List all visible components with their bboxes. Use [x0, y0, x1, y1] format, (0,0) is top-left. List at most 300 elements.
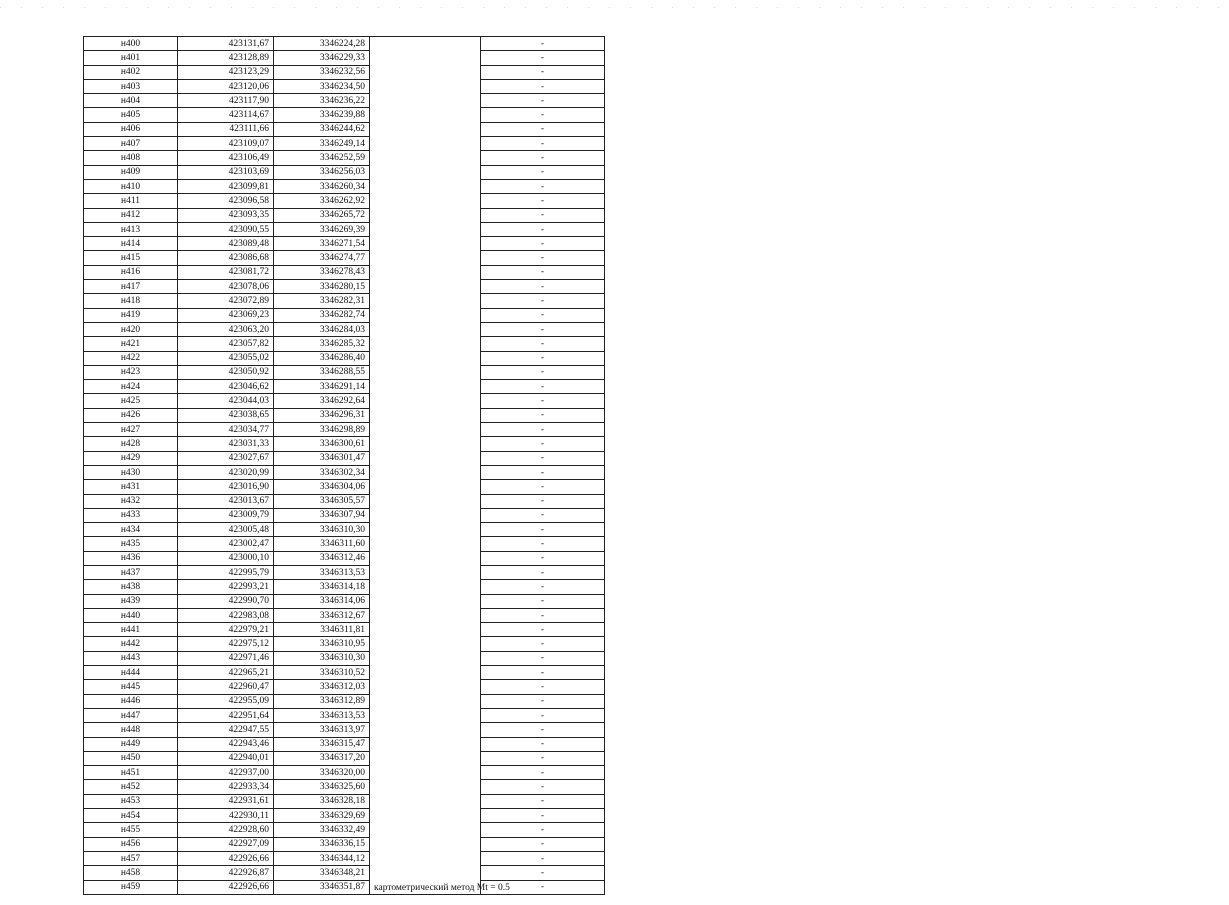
dash-cell: - [481, 809, 605, 823]
point-name-cell: н402 [84, 65, 178, 79]
point-name-cell: н455 [84, 823, 178, 837]
y-coordinate-cell: 3346271,54 [274, 237, 370, 251]
table-row [84, 79, 605, 93]
point-name-cell: н454 [84, 809, 178, 823]
point-name-cell: н432 [84, 494, 178, 508]
dash-cell: - [481, 423, 605, 437]
y-coordinate-cell: 3346269,39 [274, 222, 370, 236]
dash-cell: - [481, 294, 605, 308]
point-name-cell: н418 [84, 294, 178, 308]
table-row [84, 594, 605, 608]
point-name-cell: н442 [84, 637, 178, 651]
dash-cell: - [481, 79, 605, 93]
dash-cell: - [481, 880, 605, 894]
point-name-cell: н407 [84, 137, 178, 151]
table-row [84, 508, 605, 522]
y-coordinate-cell: 3346332,49 [274, 823, 370, 837]
y-coordinate-cell: 3346307,94 [274, 508, 370, 522]
table-row [84, 380, 605, 394]
dash-cell: - [481, 694, 605, 708]
point-name-cell: н457 [84, 851, 178, 865]
dash-cell: - [481, 337, 605, 351]
x-coordinate-cell: 423050,92 [178, 365, 274, 379]
dash-cell: - [481, 408, 605, 422]
table-row [84, 794, 605, 808]
table-row [84, 623, 605, 637]
point-name-cell: н434 [84, 523, 178, 537]
dash-cell: - [481, 265, 605, 279]
coordinates-table [83, 36, 605, 895]
table-row [84, 137, 605, 151]
table-row [84, 94, 605, 108]
table-row [84, 108, 605, 122]
y-coordinate-cell: 3346312,89 [274, 694, 370, 708]
y-coordinate-cell: 3346310,95 [274, 637, 370, 651]
x-coordinate-cell: 422930,11 [178, 809, 274, 823]
table-row [84, 694, 605, 708]
dash-cell: - [481, 866, 605, 880]
table-row [84, 294, 605, 308]
dash-cell: - [481, 179, 605, 193]
y-coordinate-cell: 3346291,14 [274, 380, 370, 394]
y-coordinate-cell: 3346312,67 [274, 608, 370, 622]
dash-cell: - [481, 608, 605, 622]
table-row [84, 451, 605, 465]
y-coordinate-cell: 3346229,33 [274, 51, 370, 65]
point-name-cell: н443 [84, 651, 178, 665]
point-name-cell: н411 [84, 194, 178, 208]
x-coordinate-cell: 423063,20 [178, 322, 274, 336]
y-coordinate-cell: 3346348,21 [274, 866, 370, 880]
point-name-cell: н430 [84, 465, 178, 479]
x-coordinate-cell: 423099,81 [178, 179, 274, 193]
point-name-cell: н414 [84, 237, 178, 251]
x-coordinate-cell: 423117,90 [178, 94, 274, 108]
table-row [84, 751, 605, 765]
point-name-cell: н450 [84, 751, 178, 765]
dash-cell: - [481, 823, 605, 837]
y-coordinate-cell: 3346310,30 [274, 651, 370, 665]
dash-cell: - [481, 108, 605, 122]
table-row [84, 537, 605, 551]
point-name-cell: н409 [84, 165, 178, 179]
point-name-cell: н446 [84, 694, 178, 708]
dash-cell: - [481, 94, 605, 108]
x-coordinate-cell: 423093,35 [178, 208, 274, 222]
y-coordinate-cell: 3346286,40 [274, 351, 370, 365]
y-coordinate-cell: 3346310,30 [274, 523, 370, 537]
dash-cell: - [481, 65, 605, 79]
dash-cell: - [481, 208, 605, 222]
point-name-cell: н408 [84, 151, 178, 165]
x-coordinate-cell: 423020,99 [178, 465, 274, 479]
table-row [84, 766, 605, 780]
dash-cell: - [481, 523, 605, 537]
table-row [84, 251, 605, 265]
dash-cell: - [481, 780, 605, 794]
table-row [84, 551, 605, 565]
x-coordinate-cell: 422955,09 [178, 694, 274, 708]
x-coordinate-cell: 423069,23 [178, 308, 274, 322]
y-coordinate-cell: 3346288,55 [274, 365, 370, 379]
point-name-cell: н426 [84, 408, 178, 422]
x-coordinate-cell: 422995,79 [178, 565, 274, 579]
dash-cell: - [481, 680, 605, 694]
x-coordinate-cell: 423031,33 [178, 437, 274, 451]
dash-cell: - [481, 508, 605, 522]
table-row [84, 179, 605, 193]
point-name-cell: н431 [84, 480, 178, 494]
table-row [84, 237, 605, 251]
y-coordinate-cell: 3346329,69 [274, 809, 370, 823]
y-coordinate-cell: 3346278,43 [274, 265, 370, 279]
dash-cell: - [481, 480, 605, 494]
point-name-cell: н403 [84, 79, 178, 93]
table-row [84, 565, 605, 579]
point-name-cell: н441 [84, 623, 178, 637]
x-coordinate-cell: 422965,21 [178, 666, 274, 680]
point-name-cell: н438 [84, 580, 178, 594]
method-cell: картометрический метод Mt = 0.5 [370, 37, 481, 895]
table-row [84, 823, 605, 837]
table-row [84, 322, 605, 336]
table-row [84, 122, 605, 136]
table-row [84, 809, 605, 823]
dash-cell: - [481, 280, 605, 294]
point-name-cell: н425 [84, 394, 178, 408]
x-coordinate-cell: 423096,58 [178, 194, 274, 208]
x-coordinate-cell: 423086,68 [178, 251, 274, 265]
point-name-cell: н412 [84, 208, 178, 222]
x-coordinate-cell: 422947,55 [178, 723, 274, 737]
dash-cell: - [481, 351, 605, 365]
table-row [84, 737, 605, 751]
y-coordinate-cell: 3346256,03 [274, 165, 370, 179]
x-coordinate-cell: 423103,69 [178, 165, 274, 179]
point-name-cell: н415 [84, 251, 178, 265]
point-name-cell: н422 [84, 351, 178, 365]
x-coordinate-cell: 422937,00 [178, 766, 274, 780]
y-coordinate-cell: 3346285,32 [274, 337, 370, 351]
scan-artifact-row: . . . . . . . . . . . . . . . . . . . . . . . . . . . . . . . . . . . . . . . . . . . . . . . . . . . . . . . . . . . [0, 4, 1229, 10]
x-coordinate-cell: 423000,10 [178, 551, 274, 565]
dash-cell: - [481, 465, 605, 479]
x-coordinate-cell: 422933,34 [178, 780, 274, 794]
table-row [84, 723, 605, 737]
table-row [84, 51, 605, 65]
dash-cell: - [481, 766, 605, 780]
table-row [84, 337, 605, 351]
dash-cell: - [481, 637, 605, 651]
dash-cell: - [481, 308, 605, 322]
table-row [84, 194, 605, 208]
x-coordinate-cell: 423013,67 [178, 494, 274, 508]
table-row [84, 780, 605, 794]
dash-cell: - [481, 394, 605, 408]
y-coordinate-cell: 3346305,57 [274, 494, 370, 508]
dash-cell: - [481, 151, 605, 165]
x-coordinate-cell: 422983,08 [178, 608, 274, 622]
y-coordinate-cell: 3346296,31 [274, 408, 370, 422]
table-row [84, 465, 605, 479]
dash-cell: - [481, 37, 605, 51]
table-row [84, 708, 605, 722]
point-name-cell: н413 [84, 222, 178, 236]
point-name-cell: н433 [84, 508, 178, 522]
x-coordinate-cell: 423109,07 [178, 137, 274, 151]
table-row [84, 837, 605, 851]
x-coordinate-cell: 422926,66 [178, 880, 274, 894]
x-coordinate-cell: 422951,64 [178, 708, 274, 722]
y-coordinate-cell: 3346314,06 [274, 594, 370, 608]
y-coordinate-cell: 3346310,52 [274, 666, 370, 680]
x-coordinate-cell: 423055,02 [178, 351, 274, 365]
table-row [84, 222, 605, 236]
table-row [84, 880, 605, 894]
y-coordinate-cell: 3346301,47 [274, 451, 370, 465]
dash-cell: - [481, 851, 605, 865]
dash-cell: - [481, 237, 605, 251]
y-coordinate-cell: 3346265,72 [274, 208, 370, 222]
y-coordinate-cell: 3346336,15 [274, 837, 370, 851]
dash-cell: - [481, 537, 605, 551]
y-coordinate-cell: 3346300,61 [274, 437, 370, 451]
x-coordinate-cell: 423120,06 [178, 79, 274, 93]
y-coordinate-cell: 3346239,88 [274, 108, 370, 122]
x-coordinate-cell: 423114,67 [178, 108, 274, 122]
x-coordinate-cell: 423002,47 [178, 537, 274, 551]
y-coordinate-cell: 3346304,06 [274, 480, 370, 494]
table-row [84, 437, 605, 451]
dash-cell: - [481, 651, 605, 665]
x-coordinate-cell: 422928,60 [178, 823, 274, 837]
x-coordinate-cell: 422993,21 [178, 580, 274, 594]
table-row [84, 265, 605, 279]
table-row [84, 580, 605, 594]
point-name-cell: н405 [84, 108, 178, 122]
point-name-cell: н435 [84, 537, 178, 551]
point-name-cell: н401 [84, 51, 178, 65]
y-coordinate-cell: 3346232,56 [274, 65, 370, 79]
y-coordinate-cell: 3346312,46 [274, 551, 370, 565]
x-coordinate-cell: 422971,46 [178, 651, 274, 665]
table-row [84, 365, 605, 379]
point-name-cell: н448 [84, 723, 178, 737]
dash-cell: - [481, 737, 605, 751]
point-name-cell: н419 [84, 308, 178, 322]
y-coordinate-cell: 3346236,22 [274, 94, 370, 108]
y-coordinate-cell: 3346249,14 [274, 137, 370, 151]
point-name-cell: н428 [84, 437, 178, 451]
y-coordinate-cell: 3346311,60 [274, 537, 370, 551]
y-coordinate-cell: 3346260,34 [274, 179, 370, 193]
table-row [84, 394, 605, 408]
point-name-cell: н437 [84, 565, 178, 579]
dash-cell: - [481, 723, 605, 737]
table-row [84, 151, 605, 165]
y-coordinate-cell: 3346344,12 [274, 851, 370, 865]
x-coordinate-cell: 423090,55 [178, 222, 274, 236]
point-name-cell: н421 [84, 337, 178, 351]
x-coordinate-cell: 422926,66 [178, 851, 274, 865]
x-coordinate-cell: 422979,21 [178, 623, 274, 637]
y-coordinate-cell: 3346325,60 [274, 780, 370, 794]
y-coordinate-cell: 3346317,20 [274, 751, 370, 765]
y-coordinate-cell: 3346313,97 [274, 723, 370, 737]
x-coordinate-cell: 423016,90 [178, 480, 274, 494]
y-coordinate-cell: 3346313,53 [274, 565, 370, 579]
x-coordinate-cell: 423111,66 [178, 122, 274, 136]
table-row [84, 523, 605, 537]
x-coordinate-cell: 423089,48 [178, 237, 274, 251]
point-name-cell: н416 [84, 265, 178, 279]
dash-cell: - [481, 51, 605, 65]
dash-cell: - [481, 365, 605, 379]
x-coordinate-cell: 422927,09 [178, 837, 274, 851]
y-coordinate-cell: 3346315,47 [274, 737, 370, 751]
y-coordinate-cell: 3346252,59 [274, 151, 370, 165]
point-name-cell: н429 [84, 451, 178, 465]
table-row [84, 480, 605, 494]
point-name-cell: н449 [84, 737, 178, 751]
table-row [84, 280, 605, 294]
y-coordinate-cell: 3346312,03 [274, 680, 370, 694]
point-name-cell: н400 [84, 37, 178, 51]
point-name-cell: н436 [84, 551, 178, 565]
table-row [84, 423, 605, 437]
dash-cell: - [481, 322, 605, 336]
dash-cell: - [481, 222, 605, 236]
y-coordinate-cell: 3346234,50 [274, 79, 370, 93]
x-coordinate-cell: 423078,06 [178, 280, 274, 294]
point-name-cell: н458 [84, 866, 178, 880]
x-coordinate-cell: 423027,67 [178, 451, 274, 465]
dash-cell: - [481, 451, 605, 465]
point-name-cell: н452 [84, 780, 178, 794]
y-coordinate-cell: 3346282,31 [274, 294, 370, 308]
point-name-cell: н423 [84, 365, 178, 379]
x-coordinate-cell: 422990,70 [178, 594, 274, 608]
dash-cell: - [481, 623, 605, 637]
dash-cell: - [481, 751, 605, 765]
point-name-cell: н453 [84, 794, 178, 808]
table-row [84, 651, 605, 665]
y-coordinate-cell: 3346280,15 [274, 280, 370, 294]
table-row [84, 308, 605, 322]
table-row [84, 37, 605, 51]
dash-cell: - [481, 194, 605, 208]
y-coordinate-cell: 3346298,89 [274, 423, 370, 437]
x-coordinate-cell: 422926,87 [178, 866, 274, 880]
y-coordinate-cell: 3346244,62 [274, 122, 370, 136]
x-coordinate-cell: 423005,48 [178, 523, 274, 537]
y-coordinate-cell: 3346284,03 [274, 322, 370, 336]
dash-cell: - [481, 594, 605, 608]
y-coordinate-cell: 3346351,87 [274, 880, 370, 894]
table-row [84, 680, 605, 694]
point-name-cell: н444 [84, 666, 178, 680]
dash-cell: - [481, 380, 605, 394]
table-row [84, 351, 605, 365]
point-name-cell: н406 [84, 122, 178, 136]
point-name-cell: н440 [84, 608, 178, 622]
dash-cell: - [481, 551, 605, 565]
x-coordinate-cell: 423044,03 [178, 394, 274, 408]
x-coordinate-cell: 423038,65 [178, 408, 274, 422]
point-name-cell: н445 [84, 680, 178, 694]
y-coordinate-cell: 3346314,18 [274, 580, 370, 594]
dash-cell: - [481, 666, 605, 680]
point-name-cell: н410 [84, 179, 178, 193]
x-coordinate-cell: 422960,47 [178, 680, 274, 694]
x-coordinate-cell: 423081,72 [178, 265, 274, 279]
x-coordinate-cell: 423128,89 [178, 51, 274, 65]
x-coordinate-cell: 423034,77 [178, 423, 274, 437]
y-coordinate-cell: 3346311,81 [274, 623, 370, 637]
table-row [84, 165, 605, 179]
table-row [84, 851, 605, 865]
y-coordinate-cell: 3346328,18 [274, 794, 370, 808]
dash-cell: - [481, 251, 605, 265]
table-row [84, 608, 605, 622]
y-coordinate-cell: 3346302,34 [274, 465, 370, 479]
table-row [84, 637, 605, 651]
dash-cell: - [481, 437, 605, 451]
x-coordinate-cell: 423123,29 [178, 65, 274, 79]
y-coordinate-cell: 3346274,77 [274, 251, 370, 265]
point-name-cell: н427 [84, 423, 178, 437]
table-row [84, 666, 605, 680]
x-coordinate-cell: 422943,46 [178, 737, 274, 751]
y-coordinate-cell: 3346292,64 [274, 394, 370, 408]
point-name-cell: н459 [84, 880, 178, 894]
table-row [84, 494, 605, 508]
dash-cell: - [481, 122, 605, 136]
dash-cell: - [481, 137, 605, 151]
dash-cell: - [481, 565, 605, 579]
y-coordinate-cell: 3346262,92 [274, 194, 370, 208]
dash-cell: - [481, 165, 605, 179]
point-name-cell: н424 [84, 380, 178, 394]
x-coordinate-cell: 422975,12 [178, 637, 274, 651]
table-row [84, 408, 605, 422]
point-name-cell: н417 [84, 280, 178, 294]
x-coordinate-cell: 423106,49 [178, 151, 274, 165]
y-coordinate-cell: 3346313,53 [274, 708, 370, 722]
coordinates-table-body [84, 37, 605, 895]
table-row [84, 208, 605, 222]
dash-cell: - [481, 794, 605, 808]
x-coordinate-cell: 422931,61 [178, 794, 274, 808]
x-coordinate-cell: 422940,01 [178, 751, 274, 765]
x-coordinate-cell: 423046,62 [178, 380, 274, 394]
point-name-cell: н451 [84, 766, 178, 780]
dash-cell: - [481, 494, 605, 508]
x-coordinate-cell: 423057,82 [178, 337, 274, 351]
table-row [84, 65, 605, 79]
dash-cell: - [481, 837, 605, 851]
point-name-cell: н456 [84, 837, 178, 851]
y-coordinate-cell: 3346282,74 [274, 308, 370, 322]
table-row [84, 866, 605, 880]
y-coordinate-cell: 3346224,28 [274, 37, 370, 51]
x-coordinate-cell: 423072,89 [178, 294, 274, 308]
dash-cell: - [481, 708, 605, 722]
point-name-cell: н404 [84, 94, 178, 108]
x-coordinate-cell: 423131,67 [178, 37, 274, 51]
point-name-cell: н420 [84, 322, 178, 336]
point-name-cell: н439 [84, 594, 178, 608]
